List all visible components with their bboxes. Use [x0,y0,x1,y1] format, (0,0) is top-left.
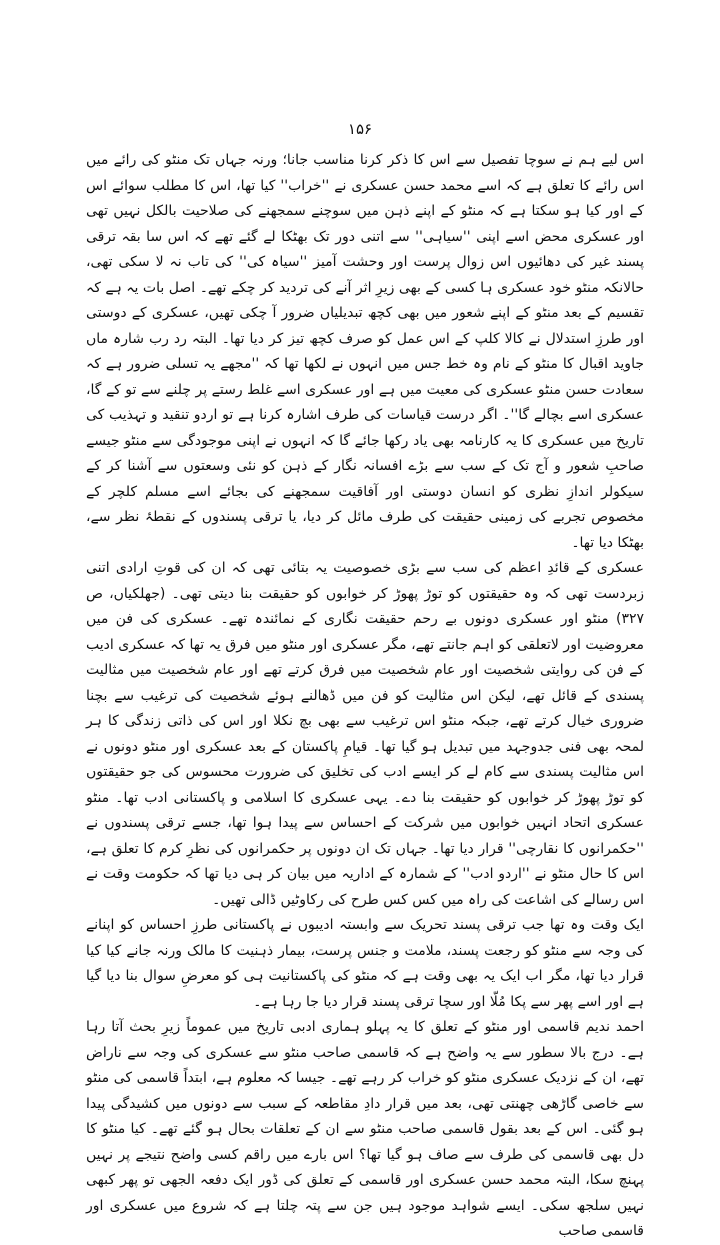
page-number: ۱۵۶ [347,120,373,138]
paragraph-3: ایک وقت وہ تھا جب ترقی پسند تحریک سے وابستہ ادیبوں نے پاکستانی طرزِ احساس کو اپنانے کی وجہ سے منٹو کو رجعت پسند، ملامت و جنس پرست، بیمار ذہنیت کا مالک ورنہ جانے کیا کیا قرار دیا تھا، مگر اب ایک یہ بھی وقت ہے کہ منٹو کی پاکستانیت ہی کو معرضِ سوال بنا دیا گیا ہے اور اسے پھر سے پکا مُلّا اور سچا ترقی پسند قرار دیا جا رہا ہے۔ [86,917,644,1010]
body-text [86,148,644,1245]
paragraph-2: عسکری کے قائدِ اعظم کی سب سے بڑی خصوصیت یہ بتائی تھی کہ ان کی قوتِ ارادی اتنی زبردست تھی کہ وہ حقیقتوں کو توڑ پھوڑ کر خوابوں کو حقیقت بنا دیتی تھی۔ (جھلکیاں، ص ۳۲۷) منٹو اور عسکری دونوں بے رحم حقیقت نگاری کے نمائندہ تھے۔ عسکری کی فن میں معروضیت اور لاتعلقی کو اہم جانتے تھے، مگر عسکری اور منٹو میں فرق یہ تھا کہ عسکری ادیب کے فن کی روایتی شخصیت اور عام شخصیت میں فرق کرتے تھے اور عام شخصیت میں مثالیت پسندی کے قائل تھے، لیکن اس مثالیت کو فن میں ڈھالنے ہوئے شخصیت کی ترغیب سے بچنا ضروری خیال کرتے تھے، جبکہ منٹو اس ترغیب سے بھی بچ نکلا اور اس کی ذاتی زندگی کا ہر لمحہ بھی فنی جدوجہد میں تبدیل ہو گیا تھا۔ قیامِ پاکستان کے بعد عسکری اور منٹو دونوں نے اس مثالیت پسندی سے کام لے کر ایسے ادب کی تخلیق کی ضرورت محسوس کی جو حقیقتوں کو توڑ پھوڑ کر خوابوں کو حقیقت بنا دے۔ یہی عسکری کا اسلامی و پاکستانی ادب تھا۔ منٹو عسکری اتحاد انہیں خوابوں میں شرکت کے احساس سے پیدا ہوا تھا، جسے ترقی پسندوں نے ''حکمرانوں کا نقارچی'' قرار دیا تھا۔ جہاں تک ان دونوں پر حکمرانوں کی نظرِ کرم کا تعلق ہے، اس کا حال منٹو نے ''اردو ادب'' کے شمارہ کے اداریہ میں بیان کر ہی دیا تھا کہ حکومت وقت نے اس رسالے کی اشاعت کی راہ میں کس کس طرح کی رکاوٹیں ڈالی تھیں۔ [86,560,644,908]
paragraph-4: احمد ندیم قاسمی اور منٹو کے تعلق کا یہ پہلو ہماری ادبی تاریخ میں عموماً زیرِ بحث آتا رہا ہے۔ درج بالا سطور سے یہ واضح ہے کہ قاسمی صاحب منٹو سے عسکری کی وجہ سے ناراض تھے، ان کے نزدیک عسکری منٹو کو خراب کر رہے تھے۔ جیسا کہ معلوم ہے، ابتداً قاسمی کی منٹو سے خاصی گاڑھی چھنتی تھی، بعد میں قرار دادِ مقاطعہ کے سبب سے دونوں میں کشیدگی پیدا ہو گئی۔ اس کے بعد بقول قاسمی صاحب منٹو سے ان کے تعلقات بحال ہو گئے تھے۔ کیا منٹو کا دل بھی قاسمی کی طرف سے صاف ہو گیا تھا؟ اس بارے میں راقم کسی واضح نتیجے پر نہیں پہنچ سکا، البتہ محمد حسن عسکری اور قاسمی کے تعلق کی ڈور ایک دفعہ الجھی تو پھر کبھی نہیں سلجھ سکی۔ ایسے شواہد موجود ہیں جن سے پتہ چلتا ہے کہ شروع میں عسکری اور قاسمی صاحب [86,1019,644,1239]
paragraph-1: اس لیے ہم نے سوچا تفصیل سے اس کا ذکر کرنا مناسب جانا؛ ورنہ جہاں تک منٹو کی رائے میں اس رائے کا تعلق ہے کہ اسے محمد حسن عسکری نے ''خراب'' کیا تھا، اس کا مطلب سوائے اس کے اور کیا ہو سکتا ہے کہ منٹو کے اپنے ذہن میں سوچنے سمجھنے کی صلاحیت بالکل نہیں تھی اور عسکری محض اسے اپنی ''سیاہی'' سے اتنی دور تک بھٹکا لے گئے تھے کہ اس سا بقہ ترقی پسند غیر کی دھائیوں اس زوال پرست اور وحشت آمیز ''سیاہ کی'' کی تاب نہ لا سکی تھی، حالانکہ منٹو خود عسکری ہا کسی کے بھی زیرِ اثر آنے کی تردید کر چکے تھے۔ اصل بات یہ ہے کہ تقسیم کے بعد منٹو کے اپنے شعور میں بھی کچھ تبدیلیاں ضرور آ چکی تھیں، عسکری کے دوستی اور طرزِ استدلال نے کالا کلپ کے اس عمل کو صرف کچھ تیز کر دیا تھا۔ البتہ رد رب شارہ ماں جاوید اقبال کا منٹو کے نام وہ خط جس میں انہوں نے لکھا تھا کہ ''مجھے یہ تسلی ضرور ہے کہ سعادت حسن منٹو عسکری کی معیت میں ہے اور عسکری اسے غلط رستے پر چلنے سے تو کے گا، عسکری اسے بچالے گا''۔ اگر درست قیاسات کی طرف اشارہ کرنا ہے تو اردو تنقید و تہذیب کی تاریخ میں عسکری کا یہ کارنامہ بھی یاد رکھا جائے گا کہ انہوں نے اپنی موجودگی سے منٹو جیسے صاحبِ شعور و آج تک کے سب سے بڑے افسانہ نگار کے ذہن کو نئی وسعتوں سے آشنا کر کے سیکولر اندازِ نظری کو انسان دوستی اور آفاقیت سمجھنے کی بجائے اسے مسلم کلچر کے مخصوص تجربے کی زمینی حقیقت کی طرف مائل کر دیا، یا ترقی پسندوں کے نقطۂ نظر سے، بھٹکا دیا تھا۔ [86,152,644,551]
